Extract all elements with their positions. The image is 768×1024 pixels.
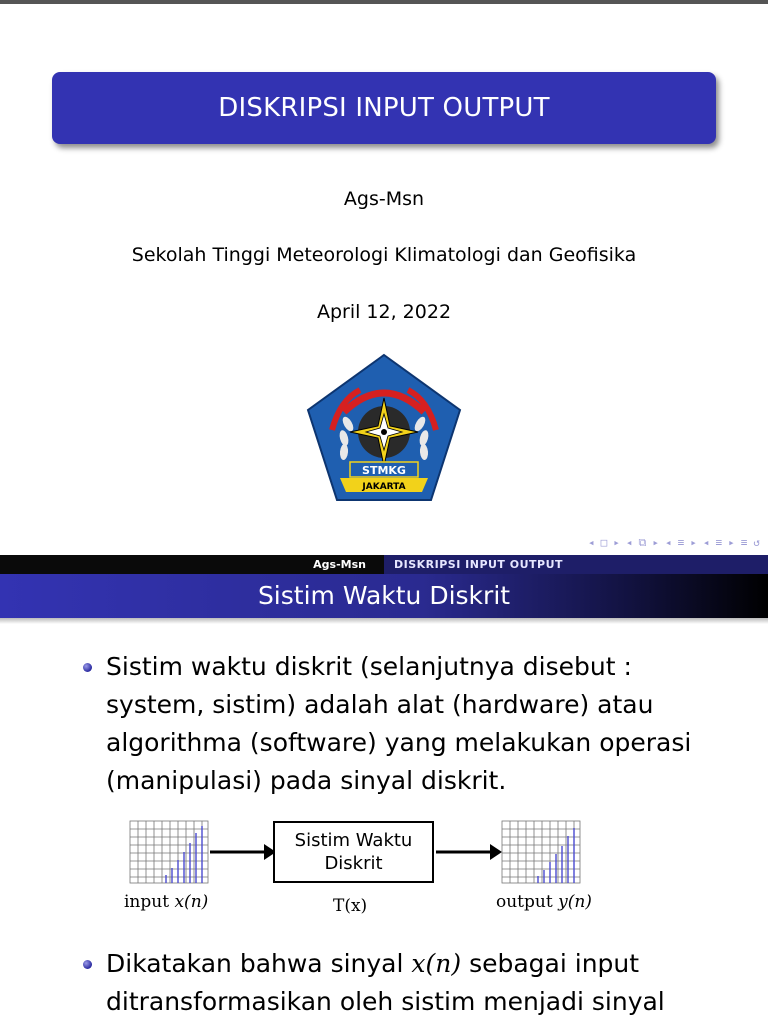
nav-frame-icon[interactable]: □ xyxy=(600,536,608,549)
headline-title[interactable]: DISKRIPSI INPUT OUTPUT xyxy=(384,555,768,574)
nav-doc-icon[interactable]: ≡ xyxy=(715,536,723,549)
headline-author[interactable]: Ags-Msn xyxy=(0,555,384,574)
author: Ags-Msn xyxy=(343,188,425,210)
input-label xyxy=(124,892,208,912)
nav-frame-prev-icon[interactable]: ◂ xyxy=(588,536,595,549)
date: April 12, 2022 xyxy=(316,301,452,323)
institute: Sekolah Tinggi Meteorologi Klimatologi dan Geofisika xyxy=(131,244,637,266)
nav-section-prev-icon[interactable]: ◂ xyxy=(665,536,672,549)
bullet-item-1 xyxy=(106,648,706,800)
frame-title: Sistim Waktu Diskrit xyxy=(0,574,768,618)
input-word: input xyxy=(124,892,170,912)
output-label xyxy=(496,892,592,912)
nav-frame-next-icon[interactable]: ▸ xyxy=(613,536,620,549)
headline-bar xyxy=(0,555,768,574)
bullet-icon xyxy=(83,960,92,969)
system-label: T(x) xyxy=(333,896,368,916)
nav-doc-next-icon[interactable]: ▸ xyxy=(728,536,735,549)
input-symbol: x(n) xyxy=(174,892,209,912)
nav-section-next-icon[interactable]: ▸ xyxy=(690,536,697,549)
system-box xyxy=(273,821,434,883)
presentation-title: DISKRIPSI INPUT OUTPUT xyxy=(218,93,550,123)
system-box-line2: Diskrit xyxy=(324,853,383,874)
stmkg-logo xyxy=(304,352,464,504)
system-diagram xyxy=(118,818,618,918)
title-box xyxy=(52,72,716,144)
beamer-navigation[interactable] xyxy=(588,536,760,550)
nav-subsection-next-icon[interactable]: ▸ xyxy=(652,536,659,549)
nav-subsection-icon[interactable]: ⧉ xyxy=(638,536,647,549)
logo-text-top: STMKG xyxy=(362,464,406,477)
bullet-text-2-post: sebagai input ditransformasikan oleh sistim menjadi sinyal xyxy=(106,949,665,1016)
system-box-line1: Sistim Waktu xyxy=(294,830,413,851)
nav-subsection-prev-icon[interactable]: ◂ xyxy=(625,536,633,549)
logo-text-bottom: JAKARTA xyxy=(362,482,406,492)
output-symbol: y(n) xyxy=(558,892,592,912)
nav-appendix-icon[interactable]: ≡ xyxy=(740,536,748,549)
bullet-item-2 xyxy=(106,945,706,1021)
title-slide xyxy=(0,4,768,554)
bullet-math-xn: x(n) xyxy=(411,949,462,978)
bullet-text-1: Sistim waktu diskrit (selanjutnya disebut : system, sistim) adalah alat (hardware) atau algorithma (software) yang melakukan operasi (manipulasi) pada sinyal diskrit. xyxy=(106,652,692,795)
bullet-text-2-pre: Dikatakan bahwa sinyal xyxy=(106,949,412,978)
nav-section-icon[interactable]: ≡ xyxy=(677,536,685,549)
nav-search-icon[interactable]: ↺ xyxy=(753,536,760,549)
nav-doc-prev-icon[interactable]: ◂ xyxy=(702,536,710,549)
frame-title-shadow xyxy=(0,618,768,624)
bullet-icon xyxy=(83,663,92,672)
output-word: output xyxy=(496,892,553,912)
